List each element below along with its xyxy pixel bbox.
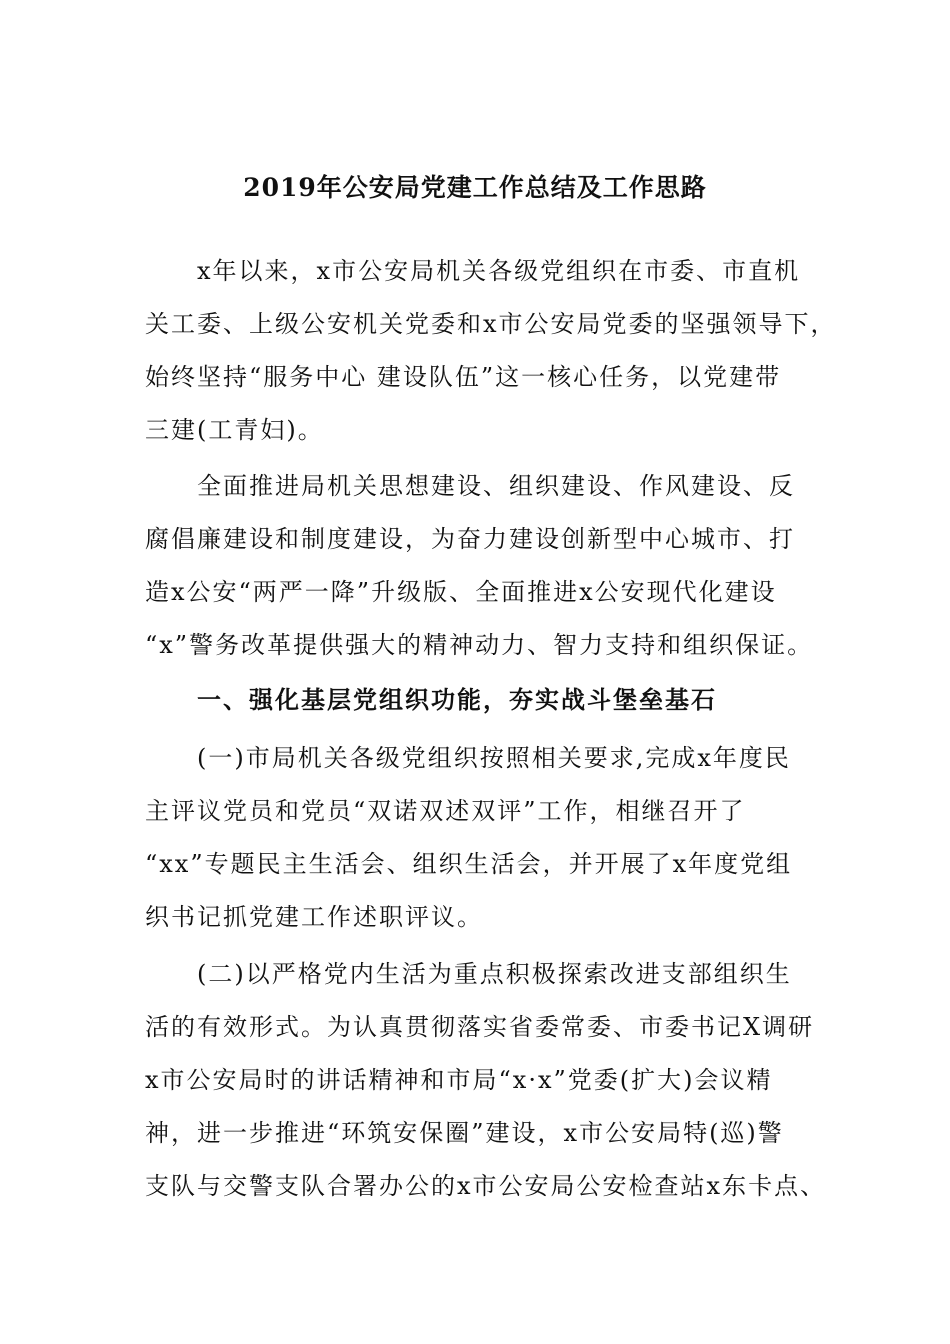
paragraph-line: (二)以严格党内生活为重点积极探索改进支部组织生: [197, 960, 792, 988]
paragraph-intro: [145, 245, 835, 457]
paragraph-line: 造x公安“两严一降”升级版、全面推进x公安现代化建设: [145, 578, 777, 606]
paragraph-line: 腐倡廉建设和制度建设，为奋力建设创新型中心城市、打: [145, 525, 795, 553]
paragraph-line: 始终坚持“服务中心 建设队伍”这一核心任务，以党建带: [145, 363, 782, 391]
section-heading: 一、强化基层党组织功能，夯实战斗堡垒基石: [197, 685, 717, 714]
document-title: 2019年公安局党建工作总结及工作思路: [243, 173, 707, 202]
paragraph-item-two: [145, 948, 835, 1213]
paragraph-line: 活的有效形式。为认真贯彻落实省委常委、市委书记X调研: [145, 1013, 815, 1041]
paragraph-line: 织书记抓党建工作述职评议。: [145, 903, 483, 931]
paragraph-line: “xx”专题民主生活会、组织生活会，并开展了x年度党组: [145, 850, 793, 878]
paragraph-line: 关工委、上级公安机关党委和x市公安局党委的坚强领导下，: [145, 310, 837, 338]
paragraph-line: (一)市局机关各级党组织按照相关要求,完成x年度民: [197, 744, 791, 772]
paragraph-line: 主评议党员和党员“双诺双述双评”工作，相继召开了: [145, 797, 746, 825]
paragraph-line: 全面推进局机关思想建设、组织建设、作风建设、反: [197, 472, 795, 500]
paragraph-item-one: [145, 732, 835, 944]
paragraph-line: 支队与交警支队合署办公的x市公安局公安检查站x东卡点、: [145, 1172, 827, 1200]
paragraph-line: 神，进一步推进“环筑安保圈”建设，x市公安局特(巡)警: [145, 1119, 784, 1147]
paragraph-line: x年以来，x市公安局机关各级党组织在市委、市直机: [197, 257, 801, 285]
paragraph-line: x市公安局时的讲话精神和市局“x·x”党委(扩大)会议精: [145, 1066, 773, 1094]
paragraph-line: “x”警务改革提供强大的精神动力、智力支持和组织保证。: [145, 631, 814, 659]
paragraph-line: 三建(工青妇)。: [145, 416, 324, 444]
paragraph-overview: [145, 460, 835, 672]
